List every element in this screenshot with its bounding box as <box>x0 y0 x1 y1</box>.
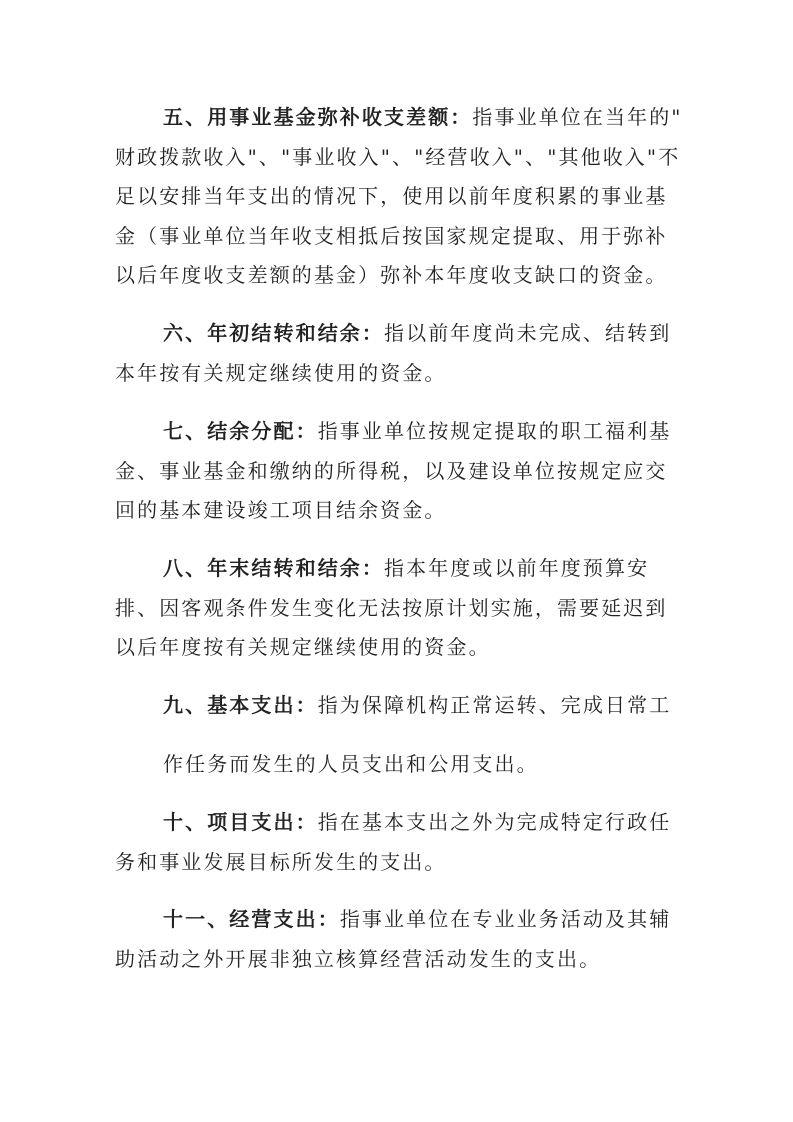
paragraph-label: 十、项目支出： <box>163 810 318 834</box>
text-line <box>115 686 695 726</box>
paragraph-text: 指为保障机构正常运转、完成日常工 <box>317 693 672 717</box>
paragraph-text: 财政拨款收入"、"事业收入"、"经营收入"、"其他收入"不 <box>115 144 681 169</box>
text-line <box>115 138 695 178</box>
paragraph-label: 七、结余分配： <box>163 419 318 443</box>
paragraph-text: 金（事业单位当年收支相抵后按国家规定提取、用于弥补 <box>115 223 668 248</box>
text-line <box>115 256 695 296</box>
paragraph <box>115 98 695 296</box>
text-line <box>115 843 695 883</box>
paragraph-text: 作任务而发生的人员支出和公用支出。 <box>163 752 539 776</box>
text-line <box>115 177 695 217</box>
text-line <box>115 354 695 394</box>
paragraph-text: 指在基本支出之外为完成特定行政任 <box>317 810 672 834</box>
paragraph <box>115 314 695 393</box>
text-line <box>115 549 695 589</box>
paragraph-label: 六、年初结转和结余： <box>163 321 384 345</box>
paragraph-text: 指以前年度尚未完成、结转到 <box>384 321 672 345</box>
paragraph <box>115 803 695 882</box>
paragraph-text: 以后年度按有关规定继续使用的资金。 <box>115 635 491 660</box>
paragraph <box>115 686 695 726</box>
text-line <box>115 745 695 785</box>
paragraph-text: 以后年度收支差额的基金）弥补本年度收支缺口的资金。 <box>115 263 668 288</box>
paragraph-label: 八、年末结转和结余： <box>163 556 384 580</box>
paragraph <box>115 745 695 785</box>
paragraph <box>115 412 695 531</box>
text-line <box>115 412 695 452</box>
text-line <box>115 98 695 138</box>
text-line <box>115 452 695 492</box>
paragraph-text: 金、事业基金和缴纳的所得税，以及建设单位按规定应交 <box>115 458 668 483</box>
paragraph-text: 指事业单位按规定提取的职工福利基 <box>317 419 672 443</box>
paragraph <box>115 900 695 979</box>
paragraph-text: 排、因客观条件发生变化无法按原计划实施，需要延迟到 <box>115 595 668 620</box>
paragraph <box>115 549 695 668</box>
paragraph-text: 务和事业发展目标所发生的支出。 <box>115 849 447 874</box>
text-line <box>115 491 695 531</box>
paragraph-text: 本年按有关规定继续使用的资金。 <box>115 360 447 385</box>
paragraph-text: 指事业单位在专业业务活动及其辅 <box>339 907 672 931</box>
paragraph-text: 指事业单位在当年的" <box>472 105 683 129</box>
paragraph-text: 回的基本建设竣工项目结余资金。 <box>115 498 447 523</box>
paragraph-label: 十一、经营支出： <box>163 907 340 931</box>
text-line <box>115 900 695 940</box>
paragraph-label: 九、基本支出： <box>163 693 318 717</box>
text-line <box>115 803 695 843</box>
paragraph-label: 五、用事业基金弥补收支差额： <box>163 105 473 129</box>
text-line <box>115 940 695 980</box>
text-line <box>115 217 695 257</box>
text-line <box>115 314 695 354</box>
text-line <box>115 589 695 629</box>
text-line <box>115 628 695 668</box>
paragraph-text: 指本年度或以前年度预算安 <box>384 556 650 580</box>
paragraph-text: 足以安排当年支出的情况下，使用以前年度积累的事业基 <box>115 184 668 209</box>
paragraph-text: 助活动之外开展非独立核算经营活动发生的支出。 <box>115 946 602 971</box>
